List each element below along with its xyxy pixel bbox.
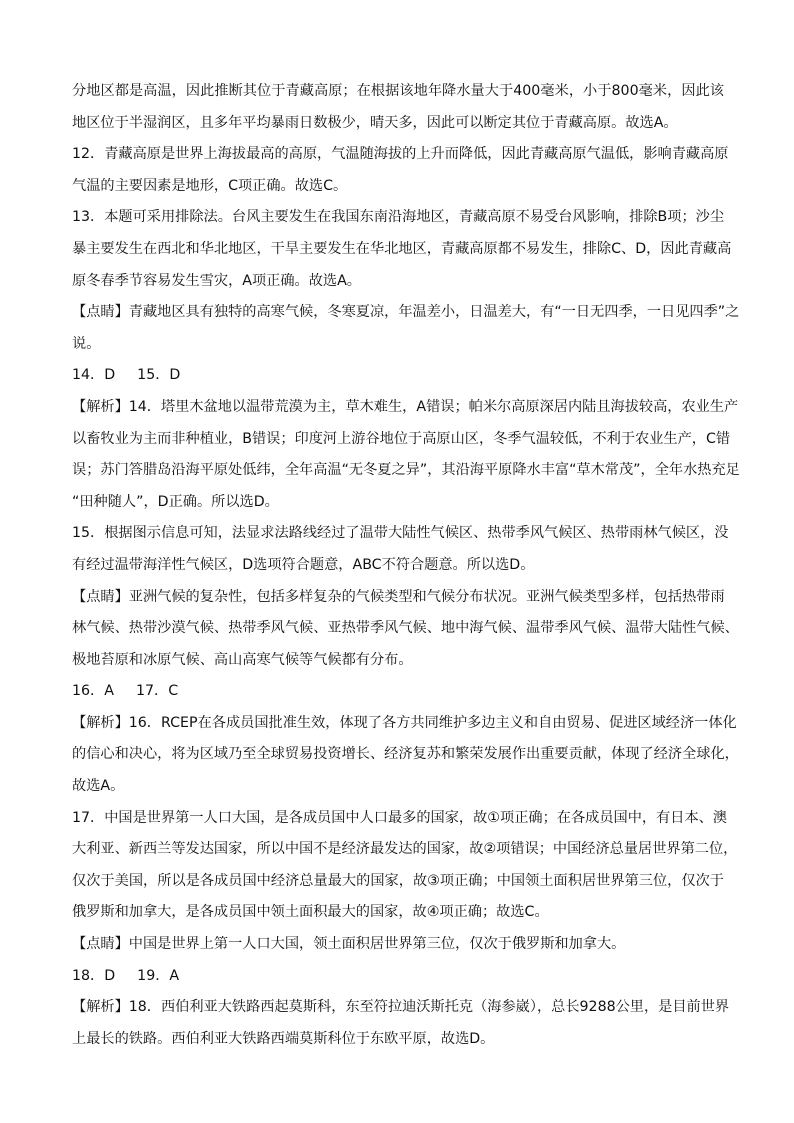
text-line: 有经过温带海洋性气候区，D选项符合题意，ABC不符合题意。所以选D。 [72,556,535,573]
answer-line [72,961,724,993]
explanation-paragraph [72,139,729,202]
text-line: 12．青藏高原是世界上海拔最高的高原，气温随海拔的上升而降低，因此青藏高原气温低，影响青藏高原 [72,146,729,163]
text-line: 15．根据图示信息可知，法显求法路线经过了温带大陆性气候区、热带季风气候区、热带雨林气候区，没 [72,525,729,542]
text-line: 林气候、热带沙漠气候、热带季风气候、亚热带季风气候、地中海气候、温带季风气候、温带大陆性气候、 [72,620,739,637]
text-line: 极地苔原和冰原气候、高山高寒气候等气候都有分布。 [72,651,413,668]
text-line: 大利亚、新西兰等发达国家，所以中国不是经济最发达的国家，故②项错误；中国经济总量居世界第二位， [72,841,738,858]
text-line: “田种随人”，D正确。所以选D。 [72,493,279,510]
explanation-paragraph [72,518,729,581]
explanation-paragraph [72,929,724,961]
explanation-paragraph [72,803,738,929]
text-line: 气温的主要因素是地形，C项正确。故选C。 [72,177,348,194]
text-line: 地区位于半湿润区，且多年平均暴雨日数极少，晴天多，因此可以断定其位于青藏高原。故选A。 [72,114,678,131]
explanation-paragraph [72,76,724,139]
answer-item: 17．C [135,683,179,700]
answer-item: 14．D [72,367,116,384]
text-line: 误；苏门答腊岛沿海平原处低纬，全年高温“无冬夏之异”，其沿海平原降水丰富“草木常茂”，全年水热充足 [72,462,740,479]
text-line: 【解析】18．西伯利亚大铁路西起莫斯科，东至符拉迪沃斯托克（海参崴），总长9288公里，是目前世界 [72,999,730,1016]
explanation-paragraph [72,992,730,1055]
text-line: 俄罗斯和加拿大，是各成员国中领土面积最大的国家，故④项正确；故选C。 [72,904,549,921]
text-line: 故选A。 [72,778,125,795]
text-line: 【解析】16．RCEP在各成员国批准生效，体现了各方共同维护多边主义和自由贸易、促进区域经济一体化 [72,714,737,731]
explanation-paragraph [72,297,740,360]
answer-key-line [72,676,724,708]
text-line: 【点睛】亚洲气候的复杂性，包括多样复杂的气候类型和气候分布状况。亚洲气候类型多样，包括热带雨 [72,588,725,605]
answer-item: 16．A [72,683,114,700]
answer-item: 19．A [137,967,180,984]
text-line: 【点睛】青藏地区具有独特的高寒气候，冬寒夏凉，年温差小，日温差大，有“一日无四季，一日见四季”之 [72,304,740,321]
text-line: 【点睛】中国是世界上第一人口大国，领土面积居世界第三位，仅次于俄罗斯和加拿大。 [72,936,626,953]
explanation-paragraph [72,582,739,677]
explanation-paragraph [72,392,740,518]
text-line: 暴主要发生在西北和华北地区，干旱主要发生在华北地区，青藏高原都不易发生，排除C、D，因此青藏高 [72,240,732,257]
explanation-paragraph [72,708,739,803]
answer-key-line [72,961,724,993]
explanation-paragraph [72,202,732,297]
answer-item: 15．D [137,367,181,384]
document-page [72,76,740,1055]
answer-line [72,360,724,392]
text-line: 13．本题可采用排除法。台风主要发生在我国东南沿海地区，青藏高原不易受台风影响，排除B项；沙尘 [72,209,725,226]
text-line: 说。 [72,335,101,352]
text-line: 以畜牧业为主而非种植业，B错误；印度河上游谷地位于高原山区，冬季气温较低，不利于农业生产，C错 [72,430,731,447]
answer-item: 18．D [72,967,116,984]
text-line: 【解析】14．塔里木盆地以温带荒漠为主，草木难生，A错误；帕米尔高原深居内陆且海拔较高，农业生产 [72,398,739,415]
answer-line [72,676,724,708]
text-line: 原冬春季节容易发生雪灾，A项正确。故选A。 [72,272,361,289]
text-line: 分地区都是高温，因此推断其位于青藏高原；在根据该地年降水量大于400毫米，小于800毫米，因此该 [72,83,724,99]
answer-key-line [72,360,724,392]
text-line: 17．中国是世界第一人口大国，是各成员国中人口最多的国家，故①项正确；在各成员国中，有日本、澳 [72,809,728,826]
text-line: 上最长的铁路。西伯利亚大铁路西端莫斯科位于东欧平原，故选D。 [72,1030,495,1047]
text-line: 仅次于美国，所以是各成员国中经济总量最大的国家，故③项正确；中国领土面积居世界第三位，仅次于 [72,872,724,889]
text-line: 的信心和决心，将为区域乃至全球贸易投资增长、经济复苏和繁荣发展作出重要贡献，体现了经济全球化， [72,746,739,763]
